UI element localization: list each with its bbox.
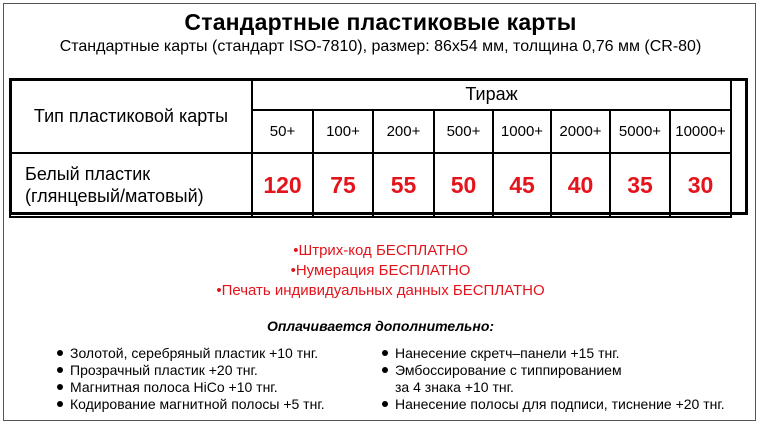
qty-header: 200+	[372, 109, 435, 154]
list-item-text: Нанесение полосы для подписи, тиснение +20 тнг.	[395, 396, 725, 412]
qty-header: 2000+	[550, 109, 611, 154]
promo-item	[0, 262, 761, 279]
price-cell: 55	[372, 152, 435, 218]
bullet-icon: •	[290, 262, 296, 279]
list-item-text: Нанесение скретч–панели +15 тнг.	[395, 345, 620, 361]
qty-header: 1000+	[492, 109, 552, 154]
list-item-text: Эмбоссирование с типпированием	[395, 362, 622, 378]
type-header: Тип пластиковой карты	[9, 78, 253, 154]
list-item: Магнитная полоса HiCo +10 тнг.	[57, 379, 325, 396]
list-item	[382, 345, 725, 362]
promo-item	[0, 282, 761, 299]
row-label-line2: (глянцевый/матовый)	[25, 186, 204, 206]
price-cell: 75	[312, 152, 374, 218]
bullet-icon: •	[216, 282, 222, 299]
list-item: Кодирование магнитной полосы +5 тнг.	[57, 396, 325, 413]
list-item	[382, 362, 725, 396]
promo-text: Нумерация БЕСПЛАТНО	[295, 262, 471, 279]
tirazh-header: Тираж	[251, 78, 732, 111]
row-label	[9, 152, 253, 218]
extra-title: Оплачивается дополнительно:	[266, 318, 495, 334]
row-label-line1: Белый пластик	[25, 164, 151, 184]
price-cell: 45	[492, 152, 552, 218]
list-item	[382, 396, 725, 413]
qty-header: 50+	[251, 109, 314, 154]
qty-header: 500+	[433, 109, 494, 154]
promo-text: Печать индивидуальных данных БЕСПЛАТНО	[221, 282, 545, 299]
price-table	[9, 78, 748, 215]
qty-header: 5000+	[609, 109, 671, 154]
page-subtitle: Стандартные карты (стандарт ISO-7810), размер: 86x54 мм, толщина 0,76 мм (CR-80)	[59, 38, 702, 55]
extra-list-right	[382, 345, 725, 413]
promo-item	[0, 242, 761, 259]
price-cell: 50	[433, 152, 494, 218]
extra-list-left	[57, 345, 325, 413]
bullet-icon: •	[293, 242, 299, 259]
qty-header: 100+	[312, 109, 374, 154]
qty-header: 10000+	[669, 109, 732, 154]
promo-text: Штрих-код БЕСПЛАТНО	[298, 242, 468, 259]
list-item-text: за 4 знака +10 тнг.	[395, 379, 514, 395]
list-item: Золотой, серебряный пластик +10 тнг.	[57, 345, 325, 362]
list-item: Прозрачный пластик +20 тнг.	[57, 362, 325, 379]
page-title: Стандартные пластиковые карты	[184, 9, 577, 35]
price-cell: 35	[609, 152, 671, 218]
price-cell: 40	[550, 152, 611, 218]
price-cell: 120	[251, 152, 314, 218]
price-cell: 30	[669, 152, 732, 218]
